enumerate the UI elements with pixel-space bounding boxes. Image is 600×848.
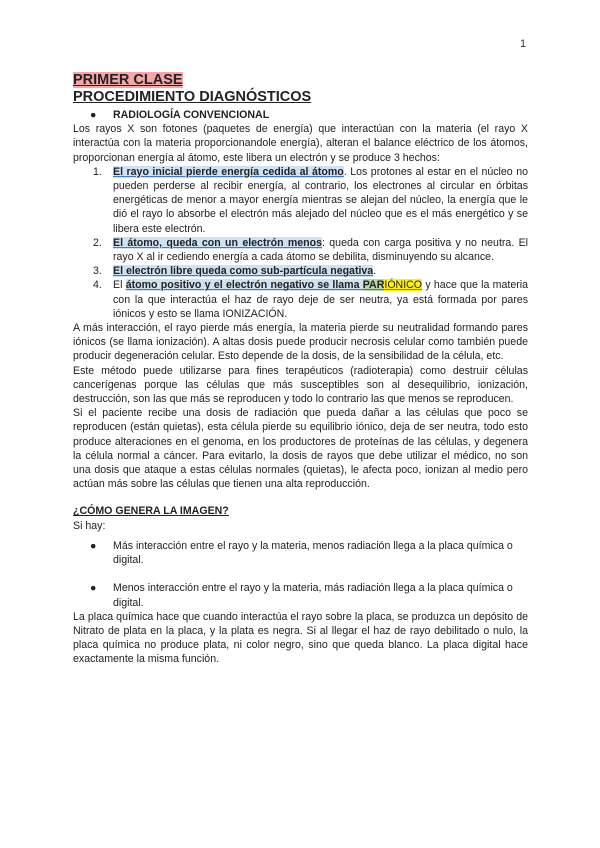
list-item: ● Más interacción entre el rayo y la materia, menos radiación llega a la placa química o digital. (73, 539, 528, 567)
highlight: átomo positivo y el electrón negativo se llama (125, 279, 363, 292)
section-heading: ¿CÓMO GENERA LA IMAGEN? (73, 505, 229, 518)
paragraph: La placa química hace que cuando interactúa el rayo sobre la placa, se produzca un depósito de Nitrato de plata en la placa, y la plata es negra. Si al llegar el haz de rayo debilitado o nulo, la placa química no produce plata, ni color negro, sino que queda blanco. La placa digital hace exactamente la misma función. (73, 610, 528, 666)
intro-paragraph: Los rayos X son fotones (paquetes de energía) que interactúan con la materia (el rayo X interactúa con la materia proporcionandole energía), alteran el balance eléctrico de los átomos, proporcionan energía al átomo, este libera un electrón y se produce 3 hechos: (73, 123, 528, 164)
list-item: 1. El rayo inicial pierde energía cedida al átomo. Los protones al estar en el núcleo no pueden perderse al recibir energía, al contrario, los electrones al circular en órbitas energéticas de menor a mayor energía mientras se alejan del núcleo, la energía que le dió el rayo lo absorbe el electrón más alejado del núcleo que es el más energético y se libera este electrón. (93, 165, 528, 235)
subsection-heading (73, 108, 528, 122)
bullet-list (73, 539, 528, 610)
list-item: 4. El átomo positivo y el electrón negativo se llama PARIÓNICO y hace que la materia con la que interactúa el haz de rayo deje de ser neutra, ya está formada por pares iónicos y esto se llama IONIZACIÓN. (93, 279, 528, 320)
list-item: 2. El átomo, queda con un electrón menos: queda con carga positiva y no neutra. El rayo X al ir cediendo energía a cada átomo se debilita, disminuyendo su alcance. (93, 236, 528, 264)
highlight-yellow: IÓNICO (384, 279, 423, 292)
page-number: 1 (520, 38, 527, 50)
list-item: ● Menos interacción entre el rayo y la materia, más radiación llega a la placa química o digital. (73, 581, 528, 609)
document-body (73, 72, 528, 667)
bullet-icon: ● (90, 582, 97, 595)
paragraph: Este método puede utilizarse para fines terapéuticos (radioterapia) como destruir células cancerígenas porque las células que más susceptibles son al desequilibrio, ionización, destrucción, son las que más se reproducen y todo lo contrario las que menos se reproducen. (73, 364, 528, 406)
list-item: 3. El electrón libre queda como sub-partícula negativa. (93, 265, 377, 278)
si-hay-label: Si hay: (73, 519, 106, 532)
highlight: El átomo, queda con un electrón menos (113, 236, 323, 249)
paragraph: Si el paciente recibe una dosis de radiación que pueda dañar a las células que poco se reproducen (están quietas), esta célula pierde su equilibrio iónico, deja de ser neutra, todo esto produce alteraciones en el genoma, en los productores de proteínas de las células, y degenera la célula normal a cáncer. Para evitarlo, la dosis de rayos que debe utilizar el médico, no son una dosis que ataque a estas células normales (quietas), le afecta poco, ionizan al medio pero actúan más sobre las células que tienen una alta reproducción. (73, 407, 528, 491)
numbered-list (73, 165, 528, 321)
title-primer-clase: PRIMER CLASE (73, 72, 183, 88)
title-procedimiento: PROCEDIMIENTO DIAGNÓSTICOS (73, 89, 312, 105)
bullet-icon: ● (90, 109, 97, 121)
paragraph: A más interacción, el rayo pierde más energía, la materia pierde su neutralidad formando pares iónicos (se llama ionización). A altas dosis puede producir necrosis celular como también puede producir degeneración celular. Esto depende de la dosis, de la sensibilidad de la célula, etc. (73, 322, 528, 363)
highlight-green: PAR (362, 279, 385, 292)
highlight: El rayo inicial pierde energía cedida al átomo (113, 165, 344, 178)
highlight: El electrón libre queda como sub-partícula negativa (113, 265, 374, 278)
subsection-label: RADIOLOGÍA CONVENCIONAL (113, 109, 270, 121)
bullet-icon: ● (90, 539, 97, 552)
